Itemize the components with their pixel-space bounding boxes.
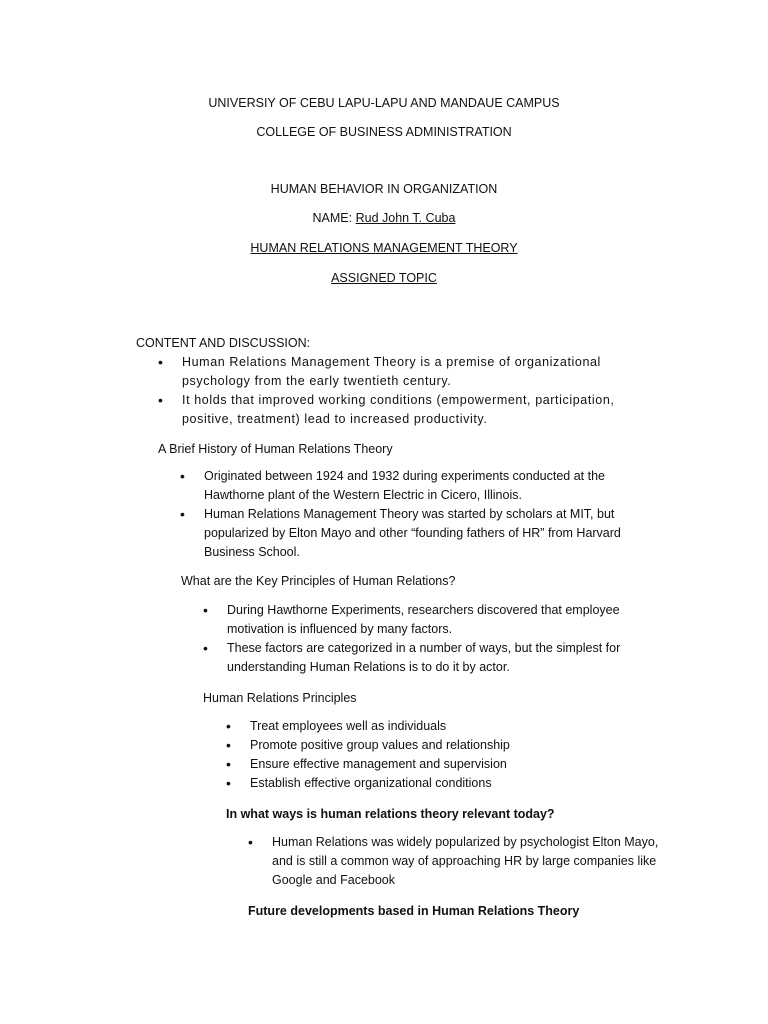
principles-heading: Human Relations Principles [203,691,357,705]
content-section [158,353,668,429]
assigned-topic: ASSIGNED TOPIC [331,271,437,285]
relevance-heading: In what ways is human relations theory relevant today? [226,807,555,821]
list-item: • During Hawthorne Experiments, researchers discovered that employee motivation is influenced by many factors. [203,601,643,639]
university-title: UNIVERSIY OF CEBU LAPU-LAPU AND MANDAUE CAMPUS [208,96,560,110]
subject-title: HUMAN BEHAVIOR IN ORGANIZATION [270,182,498,196]
list-item: • Ensure effective management and supervision [226,755,626,774]
list-item: • Establish effective organizational conditions [226,774,626,793]
name-line [0,210,768,226]
principles-question-section [203,601,643,677]
name-label: NAME: [312,211,353,225]
list-item: • Human Relations Management Theory was started by scholars at MIT, but popularized by Elton Mayo and other “founding fathers of HR” from Harvard Business School. [180,505,640,562]
list-item: • Human Relations was widely popularized by psychologist Elton Mayo, and is still a common way of approaching HR by large companies like Google and Facebook [248,833,668,890]
name-value: Rud John T. Cuba [355,211,456,225]
list-item: • Promote positive group values and relationship [226,736,626,755]
college-title: COLLEGE OF BUSINESS ADMINISTRATION [256,125,512,139]
content-heading: CONTENT AND DISCUSSION: [136,336,311,350]
list-item: • Human Relations Management Theory is a premise of organizational psychology from the early twentieth century. [158,353,668,391]
list-item: • These factors are categorized in a number of ways, but the simplest for understanding Human Relations is to do it by actor. [203,639,643,677]
principles-question-heading: What are the Key Principles of Human Relations? [181,574,456,588]
history-section [180,467,640,562]
future-heading: Future developments based in Human Relations Theory [248,904,580,918]
relevance-section [248,833,668,890]
list-item: • Originated between 1924 and 1932 during experiments conducted at the Hawthorne plant of the Western Electric in Cicero, Illinois. [180,467,640,505]
list-item: • Treat employees well as individuals [226,717,626,736]
principles-section [226,717,626,793]
history-heading: A Brief History of Human Relations Theory [158,442,393,456]
list-item: • It holds that improved working conditions (empowerment, participation, positive, treatment) lead to increased productivity. [158,391,668,429]
topic-title: HUMAN RELATIONS MANAGEMENT THEORY [250,241,518,255]
